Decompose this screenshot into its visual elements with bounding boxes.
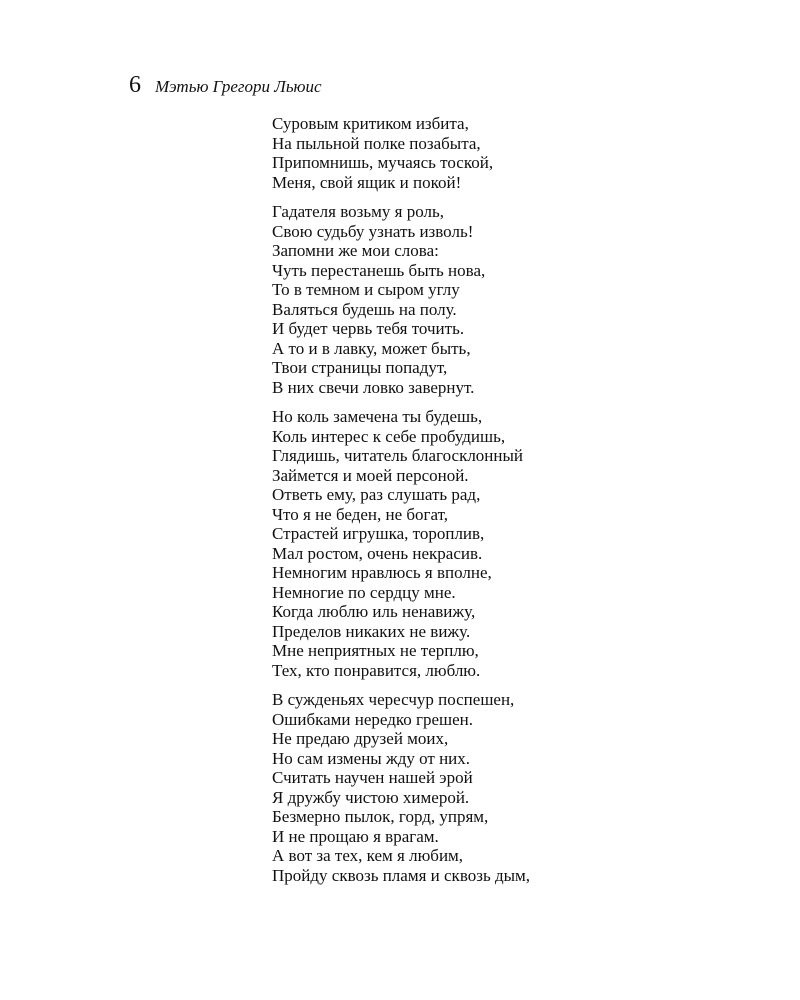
poem-line: В них свечи ловко завернут. bbox=[272, 377, 475, 397]
poem-line: Припомнишь, мучаясь тоской, bbox=[272, 153, 494, 172]
stanza-3 bbox=[272, 407, 772, 680]
poem-line: Когда люблю иль ненавижу, bbox=[272, 602, 476, 621]
poem-line: Твои страницы попадут, bbox=[272, 358, 448, 377]
poem-line: Запомни же мои слова: bbox=[272, 241, 439, 260]
poem-line: Глядишь, читатель благосклонный bbox=[272, 446, 524, 465]
stanza-4 bbox=[272, 690, 772, 885]
poem-line: И не прощаю я врагам. bbox=[272, 826, 439, 846]
poem-line: Но коль замечена ты будешь, bbox=[272, 407, 483, 426]
poem-line: Безмерно пылок, горд, упрям, bbox=[272, 807, 489, 826]
poem-line: Меня, свой ящик и покой! bbox=[272, 172, 462, 192]
poem-line: Страстей игрушка, тороплив, bbox=[272, 524, 485, 543]
author-name: Мэтью Грегори Льюис bbox=[155, 77, 322, 96]
poem-line: На пыльной полке позабыта, bbox=[272, 133, 481, 153]
poem-line: Немногим нравлюсь я вполне, bbox=[272, 563, 492, 582]
poem-line: Не предаю друзей моих, bbox=[272, 729, 449, 748]
poem-line: А то и в лавку, может быть, bbox=[272, 338, 471, 358]
poem-line: Ответь ему, раз слушать рад, bbox=[272, 485, 481, 504]
poem-line: Свою судьбу узнать изволь! bbox=[272, 221, 474, 241]
poem-line: Коль интерес к себе пробудишь, bbox=[272, 426, 506, 446]
poem-line: Мне неприятных не терплю, bbox=[272, 641, 479, 660]
poem-line: Немногие по сердцу мне. bbox=[272, 582, 456, 602]
poem-line: Тех, кто понравится, люблю. bbox=[272, 660, 481, 680]
running-head bbox=[129, 70, 322, 100]
poem-line: Валяться будешь на полу. bbox=[272, 299, 457, 319]
poem-line: Гадателя возьму я роль, bbox=[272, 202, 444, 221]
stanza-2 bbox=[272, 202, 772, 397]
poem-line: Пределов никаких не вижу. bbox=[272, 621, 471, 641]
poem-line: Что я не беден, не богат, bbox=[272, 504, 449, 524]
poem-line: Мал ростом, очень некрасив. bbox=[272, 543, 483, 563]
poem-line: То в темном и сыром углу bbox=[272, 280, 460, 299]
poem-line: Считать научен нашей эрой bbox=[272, 768, 473, 787]
poem-line: В сужденьях чересчур поспешен, bbox=[272, 690, 515, 709]
poem-line: Пройду сквозь пламя и сквозь дым, bbox=[272, 865, 531, 885]
page-number: 6 bbox=[129, 72, 141, 98]
poem-body bbox=[272, 114, 772, 895]
poem-line: Ошибками нередко грешен. bbox=[272, 709, 474, 729]
poem-line: Я дружбу чистою химерой. bbox=[272, 787, 470, 807]
poem-line: Но сам измены жду от них. bbox=[272, 748, 471, 768]
poem-line: А вот за тех, кем я любим, bbox=[272, 846, 464, 865]
stanza-1 bbox=[272, 114, 772, 192]
poem-line: И будет червь тебя точить. bbox=[272, 319, 465, 338]
poem-line: Чуть перестанешь быть нова, bbox=[272, 260, 486, 280]
poem-line: Займется и моей персоной. bbox=[272, 465, 469, 485]
poem-line: Суровым критиком избита, bbox=[272, 114, 469, 133]
